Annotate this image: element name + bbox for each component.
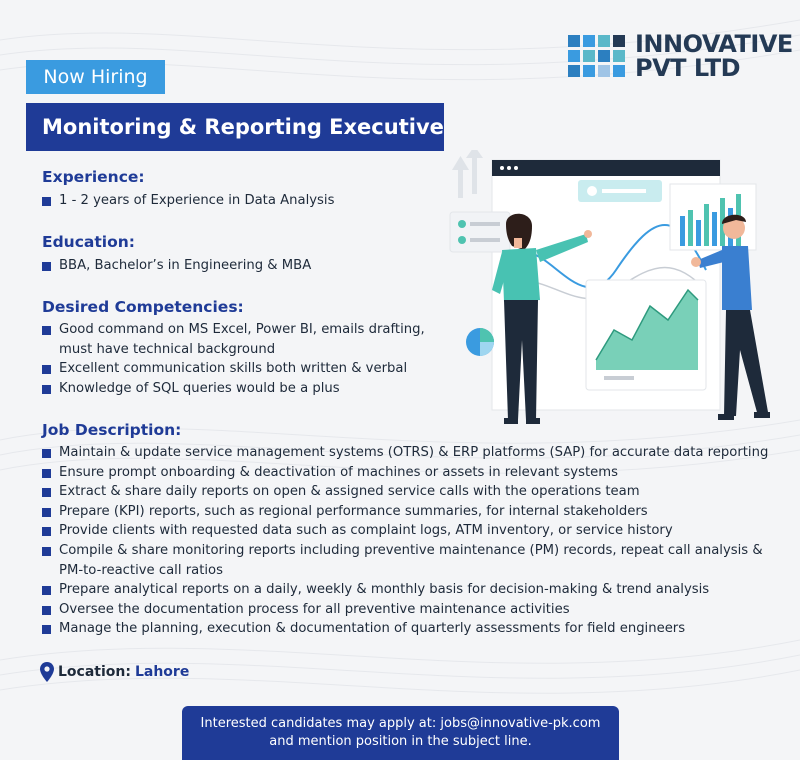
- list-item: Compile & share monitoring reports including preventive maintenance (PM) records, repeat call analysis & PM-to-reactive call ratios: [42, 541, 777, 580]
- location: [40, 662, 189, 682]
- bullet-icon: [42, 527, 51, 536]
- bullet-icon: [42, 586, 51, 595]
- list-item: Knowledge of SQL queries would be a plus: [42, 379, 427, 399]
- bullet-icon: [42, 385, 51, 394]
- area-chart-icon: [586, 280, 706, 390]
- bullet-icon: [42, 469, 51, 478]
- now-hiring-badge: Now Hiring: [26, 60, 165, 94]
- analytics-illustration: [436, 150, 776, 430]
- list-card-icon: [450, 212, 510, 252]
- location-label: Location:: [58, 664, 131, 680]
- list-item: BBA, Bachelor’s in Engineering & MBA: [42, 256, 442, 276]
- logo-grid-icon: [568, 35, 625, 77]
- apply-line2: and mention position in the subject line.: [269, 734, 532, 749]
- bullet-icon: [42, 326, 51, 335]
- list-item: Extract & share daily reports on open & assigned service calls with the operations team: [42, 482, 777, 502]
- company-name-line2: PVT LTD: [635, 54, 741, 82]
- bullet-icon: [42, 606, 51, 615]
- bullet-icon: [42, 508, 51, 517]
- pie-chart-icon: [466, 328, 494, 356]
- arrow-icon: [452, 150, 483, 198]
- company-name: [635, 32, 793, 80]
- competencies-list: [42, 320, 427, 398]
- bullet-icon: [42, 488, 51, 497]
- list-item: Oversee the documentation process for all preventive maintenance activities: [42, 600, 777, 620]
- list-item: Prepare analytical reports on a daily, weekly & monthly basis for decision-making & trend analysis: [42, 580, 777, 600]
- competencies-heading: Desired Competencies:: [42, 298, 244, 316]
- experience-list: [42, 191, 442, 211]
- job-description-heading: Job Description:: [42, 421, 182, 439]
- list-item: Excellent communication skills both written & verbal: [42, 359, 427, 379]
- bullet-icon: [42, 625, 51, 634]
- apply-line1: Interested candidates may apply at: jobs@innovative-pk.com: [200, 716, 601, 731]
- bullet-icon: [42, 449, 51, 458]
- list-item: Prepare (KPI) reports, such as regional performance summaries, for internal stakeholders: [42, 502, 777, 522]
- list-item: Maintain & update service management systems (OTRS) & ERP platforms (SAP) for accurate data reporting: [42, 443, 777, 463]
- bullet-icon: [42, 262, 51, 271]
- list-item: Manage the planning, execution & documentation of quarterly assessments for field engineers: [42, 619, 777, 639]
- list-item: Ensure prompt onboarding & deactivation of machines or assets in relevant systems: [42, 463, 777, 483]
- bullet-icon: [42, 197, 51, 206]
- map-pin-icon: [40, 662, 54, 682]
- experience-heading: Experience:: [42, 168, 145, 186]
- education-heading: Education:: [42, 233, 135, 251]
- job-description-list: [42, 443, 777, 639]
- company-name-line1: INNOVATIVE: [635, 30, 793, 58]
- apply-box: [182, 706, 619, 760]
- bullet-icon: [42, 365, 51, 374]
- education-list: [42, 256, 442, 276]
- list-item: 1 - 2 years of Experience in Data Analysis: [42, 191, 442, 211]
- company-logo: [568, 32, 793, 80]
- job-title: Monitoring & Reporting Executive: [26, 103, 444, 151]
- bullet-icon: [42, 547, 51, 556]
- list-item: Provide clients with requested data such as complaint logs, ATM inventory, or service history: [42, 521, 777, 541]
- list-item: Good command on MS Excel, Power BI, emails drafting, must have technical background: [42, 320, 427, 359]
- location-value: Lahore: [134, 664, 190, 680]
